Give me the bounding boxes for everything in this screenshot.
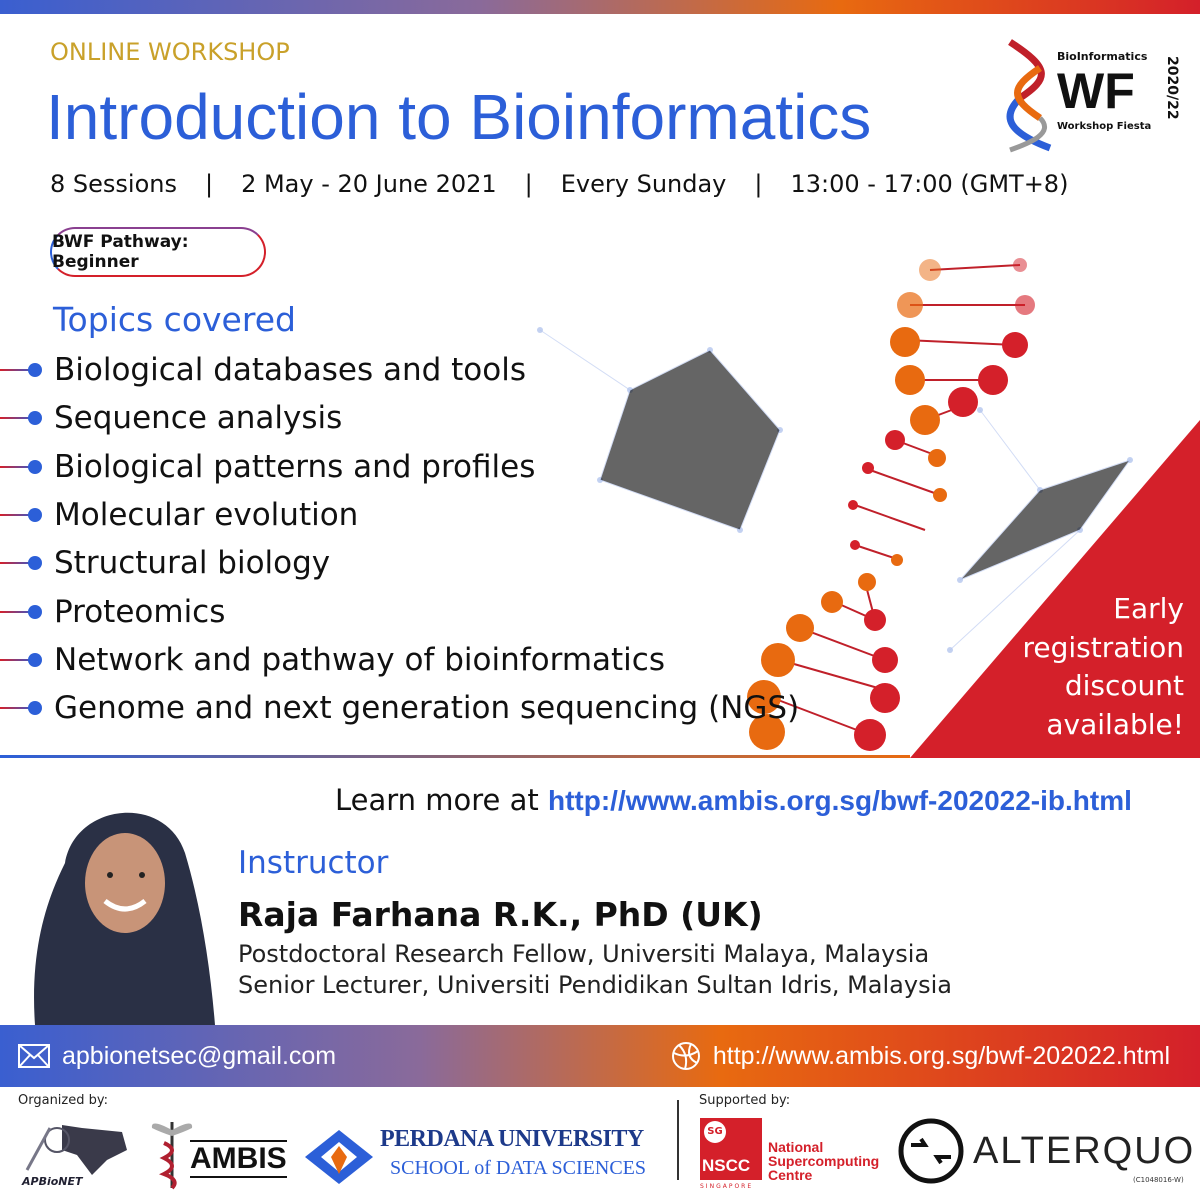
topic-label: Sequence analysis (54, 400, 343, 437)
list-item (0, 684, 799, 732)
nscc-name: National Supercomputing Centre (768, 1139, 880, 1183)
ambis-text: AMBIS (190, 1140, 287, 1178)
top-gradient-bar (0, 0, 1200, 14)
learn-more-link[interactable]: http://www.ambis.org.sg/bwf-202022-ib.html (547, 785, 1132, 816)
alterquo-text: ALTERQUO (973, 1130, 1196, 1172)
list-item (0, 587, 799, 635)
topics-list (0, 346, 799, 732)
perdana-school: SCHOOL of DATA SCIENCES (390, 1157, 647, 1179)
list-item (0, 443, 799, 491)
instructor-name: Raja Farhana R.K., PhD (UK) (238, 895, 763, 934)
alterquo-reg: (C1048016-W) (1133, 1176, 1184, 1184)
ambis-logo (150, 1118, 290, 1190)
time: 13:00 - 17:00 (GMT+8) (790, 170, 1069, 198)
page-title: Introduction to Bioinformatics (46, 81, 872, 153)
dna-logo-icon (1000, 38, 1056, 156)
separator: | (754, 170, 763, 198)
logo-line2: Workshop Fiesta (1057, 121, 1152, 132)
bullet-icon (0, 460, 44, 474)
alterquo-logo-icon (897, 1117, 965, 1185)
nscc-text: NSCC (702, 1156, 751, 1175)
instructor-position: Senior Lecturer, Universiti Pendidikan Sultan Idris, Malaysia (238, 971, 952, 999)
promo-text (1022, 590, 1184, 744)
promo-line: registration (1022, 630, 1184, 664)
nscc-sub: SINGAPORE (700, 1183, 754, 1190)
organized-label: Organized by: (18, 1093, 109, 1108)
bullet-icon (0, 605, 44, 619)
perdana-emblem-icon (303, 1128, 375, 1186)
list-item (0, 346, 799, 394)
list-item (0, 539, 799, 587)
apbionet-map-icon (22, 1120, 132, 1178)
divider (0, 755, 910, 758)
bullet-icon (0, 363, 44, 377)
separator: | (524, 170, 533, 198)
email-link[interactable]: apbionetsec@gmail.com (62, 1041, 337, 1070)
topic-label: Biological databases and tools (54, 352, 526, 389)
perdana-name: PERDANA UNIVERSITY (380, 1126, 644, 1152)
bwf-logo (1000, 38, 1190, 156)
nscc-sg: SG (704, 1121, 726, 1143)
supported-label: Supported by: (699, 1093, 791, 1108)
topic-label: Genome and next generation sequencing (NGS) (54, 690, 800, 727)
topic-label: Proteomics (54, 593, 226, 630)
instructor-position: Postdoctoral Research Fellow, Universiti Malaya, Malaysia (238, 940, 930, 968)
bullet-icon (0, 653, 44, 667)
topic-label: Biological patterns and profiles (54, 448, 536, 485)
logo-years: 2020/22 (1164, 56, 1180, 120)
instructor-heading: Instructor (238, 845, 389, 881)
list-item (0, 491, 799, 539)
list-item (0, 636, 799, 684)
topic-label: Molecular evolution (54, 497, 359, 534)
topic-label: Network and pathway of bioinformatics (54, 641, 665, 678)
globe-icon (671, 1041, 701, 1071)
caduceus-icon (150, 1118, 195, 1190)
logo-line1: BioInformatics (1057, 50, 1148, 63)
bullet-icon (0, 556, 44, 570)
promo-line: available! (1046, 707, 1184, 741)
learn-more (335, 783, 1132, 817)
bullet-icon (0, 701, 44, 715)
promo-line: Early (1113, 592, 1184, 625)
list-item (0, 394, 799, 442)
topics-heading: Topics covered (53, 300, 296, 339)
session-info (50, 170, 1068, 198)
apbionet-text: APBioNET (22, 1175, 83, 1188)
learn-prefix: Learn more at (335, 783, 539, 817)
nscc-logo (700, 1118, 762, 1180)
logo-mark: WF (1057, 63, 1135, 119)
sponsor-divider (677, 1100, 679, 1180)
promo-line: discount (1064, 669, 1184, 702)
day: Every Sunday (560, 170, 727, 198)
mail-icon (18, 1044, 50, 1068)
instructor-photo (25, 783, 215, 1025)
contact-bar (0, 1025, 1200, 1087)
topic-label: Structural biology (54, 545, 331, 582)
apbionet-logo (22, 1120, 132, 1190)
dates: 2 May - 20 June 2021 (241, 170, 497, 198)
pathway-badge: BWF Pathway: Beginner (50, 227, 266, 277)
separator: | (204, 170, 214, 198)
kicker: ONLINE WORKSHOP (50, 38, 290, 66)
bullet-icon (0, 508, 44, 522)
bullet-icon (0, 411, 44, 425)
sessions: 8 Sessions (50, 170, 177, 198)
website-link[interactable]: http://www.ambis.org.sg/bwf-202022.html (712, 1041, 1170, 1070)
